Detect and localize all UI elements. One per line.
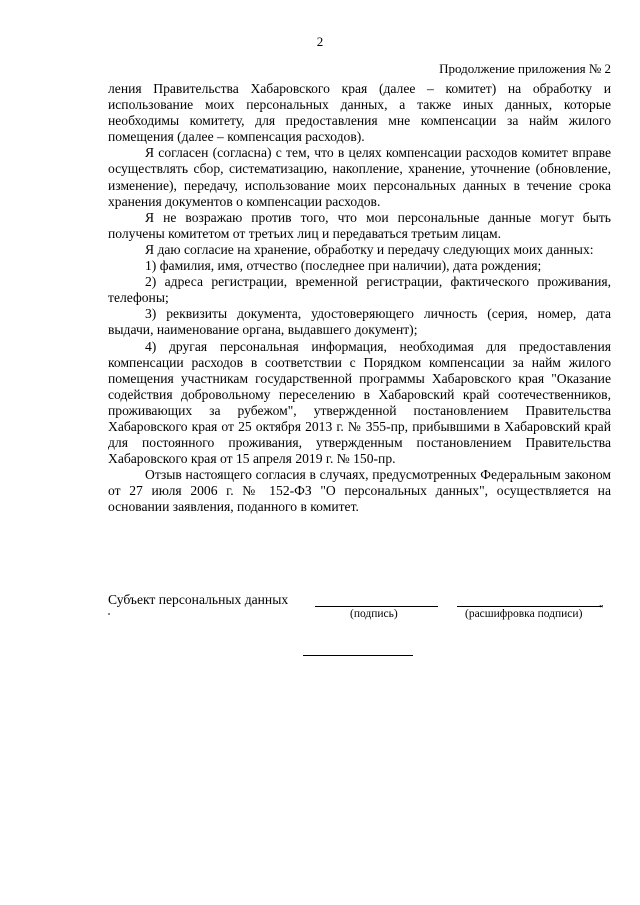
list-item-identity-document: 3) реквизиты документа, удостоверяющего личность (серия, номер, дата выдачи, наименование органа, выдавшего документ); [108, 306, 611, 338]
page-number: 2 [316, 34, 324, 49]
consent-body [108, 81, 611, 516]
paragraph-consent-processing: Я согласен (согласна) с тем, что в целях компенсации расходов комитет вправе осуществлять сбор, систематизацию, накопление, хранение, уточнение (обновление, изменение), передачу, использование моих персональных данных в течение срока хранения документов о компенсации расходов. [108, 145, 611, 209]
paragraph-data-list-intro: Я даю согласие на хранение, обработку и передачу следующих моих данных: [145, 241, 594, 257]
appendix-continuation-label: Продолжение приложения № 2 [439, 61, 611, 76]
signature-caption: (подпись) [350, 608, 398, 620]
closing-quote: " [599, 603, 604, 615]
signature-decoding-line [457, 606, 602, 607]
list-item-addresses: 2) адреса регистрации, временной регистрации, фактического проживания, телефоны; [108, 274, 611, 306]
signature-line [315, 606, 438, 607]
document-end-line [303, 655, 413, 656]
list-item-other-information: 4) другая персональная информация, необходимая для предоставления компенсации расходов в соответствии с Порядком компенсации за найм жилого помещения участникам государственной программы Хабаровского края "Оказание содействия добровольному переселению в Хабаровский край соотечественников, проживающих за рубежом", утвержденной постановлением Правительства Хабаровского края от 25 октября 2013 г. № 355-пр, прибывшими в Хабаровский край для постоянного проживания, утвержденным постановлением Правительства Хабаровского края от 15 апреля 2019 г. № 150-пр. [108, 338, 611, 467]
paragraph-continued-text: ления Правительства Хабаровского края (далее – комитет) на обработку и использование моих персональных данных, а также иных данных, которые необходимы комитету, для предоставления мне компенсации за найм жилого помещения (далее – компенсация расходов). [108, 81, 611, 145]
paragraph-third-parties: Я не возражаю против того, что мои персональные данные могут быть получены комитетом от третьих лиц и передаваться третьим лицам. [108, 209, 611, 241]
signature-subject-label: Субъект персональных данных [108, 592, 289, 607]
list-item-name-birthdate: 1) фамилия, имя, отчество (последнее при наличии), дата рождения; [145, 258, 542, 274]
signature-decoding-caption: (расшифровка подписи) [465, 608, 583, 620]
stray-dot [108, 613, 110, 615]
paragraph-consent-withdrawal: Отзыв настоящего согласия в случаях, предусмотренных Федеральным законом от 27 июля 2006 г. № 152-ФЗ "О персональных данных", осуществляется на основании заявления, поданного в комитет. [108, 467, 611, 515]
